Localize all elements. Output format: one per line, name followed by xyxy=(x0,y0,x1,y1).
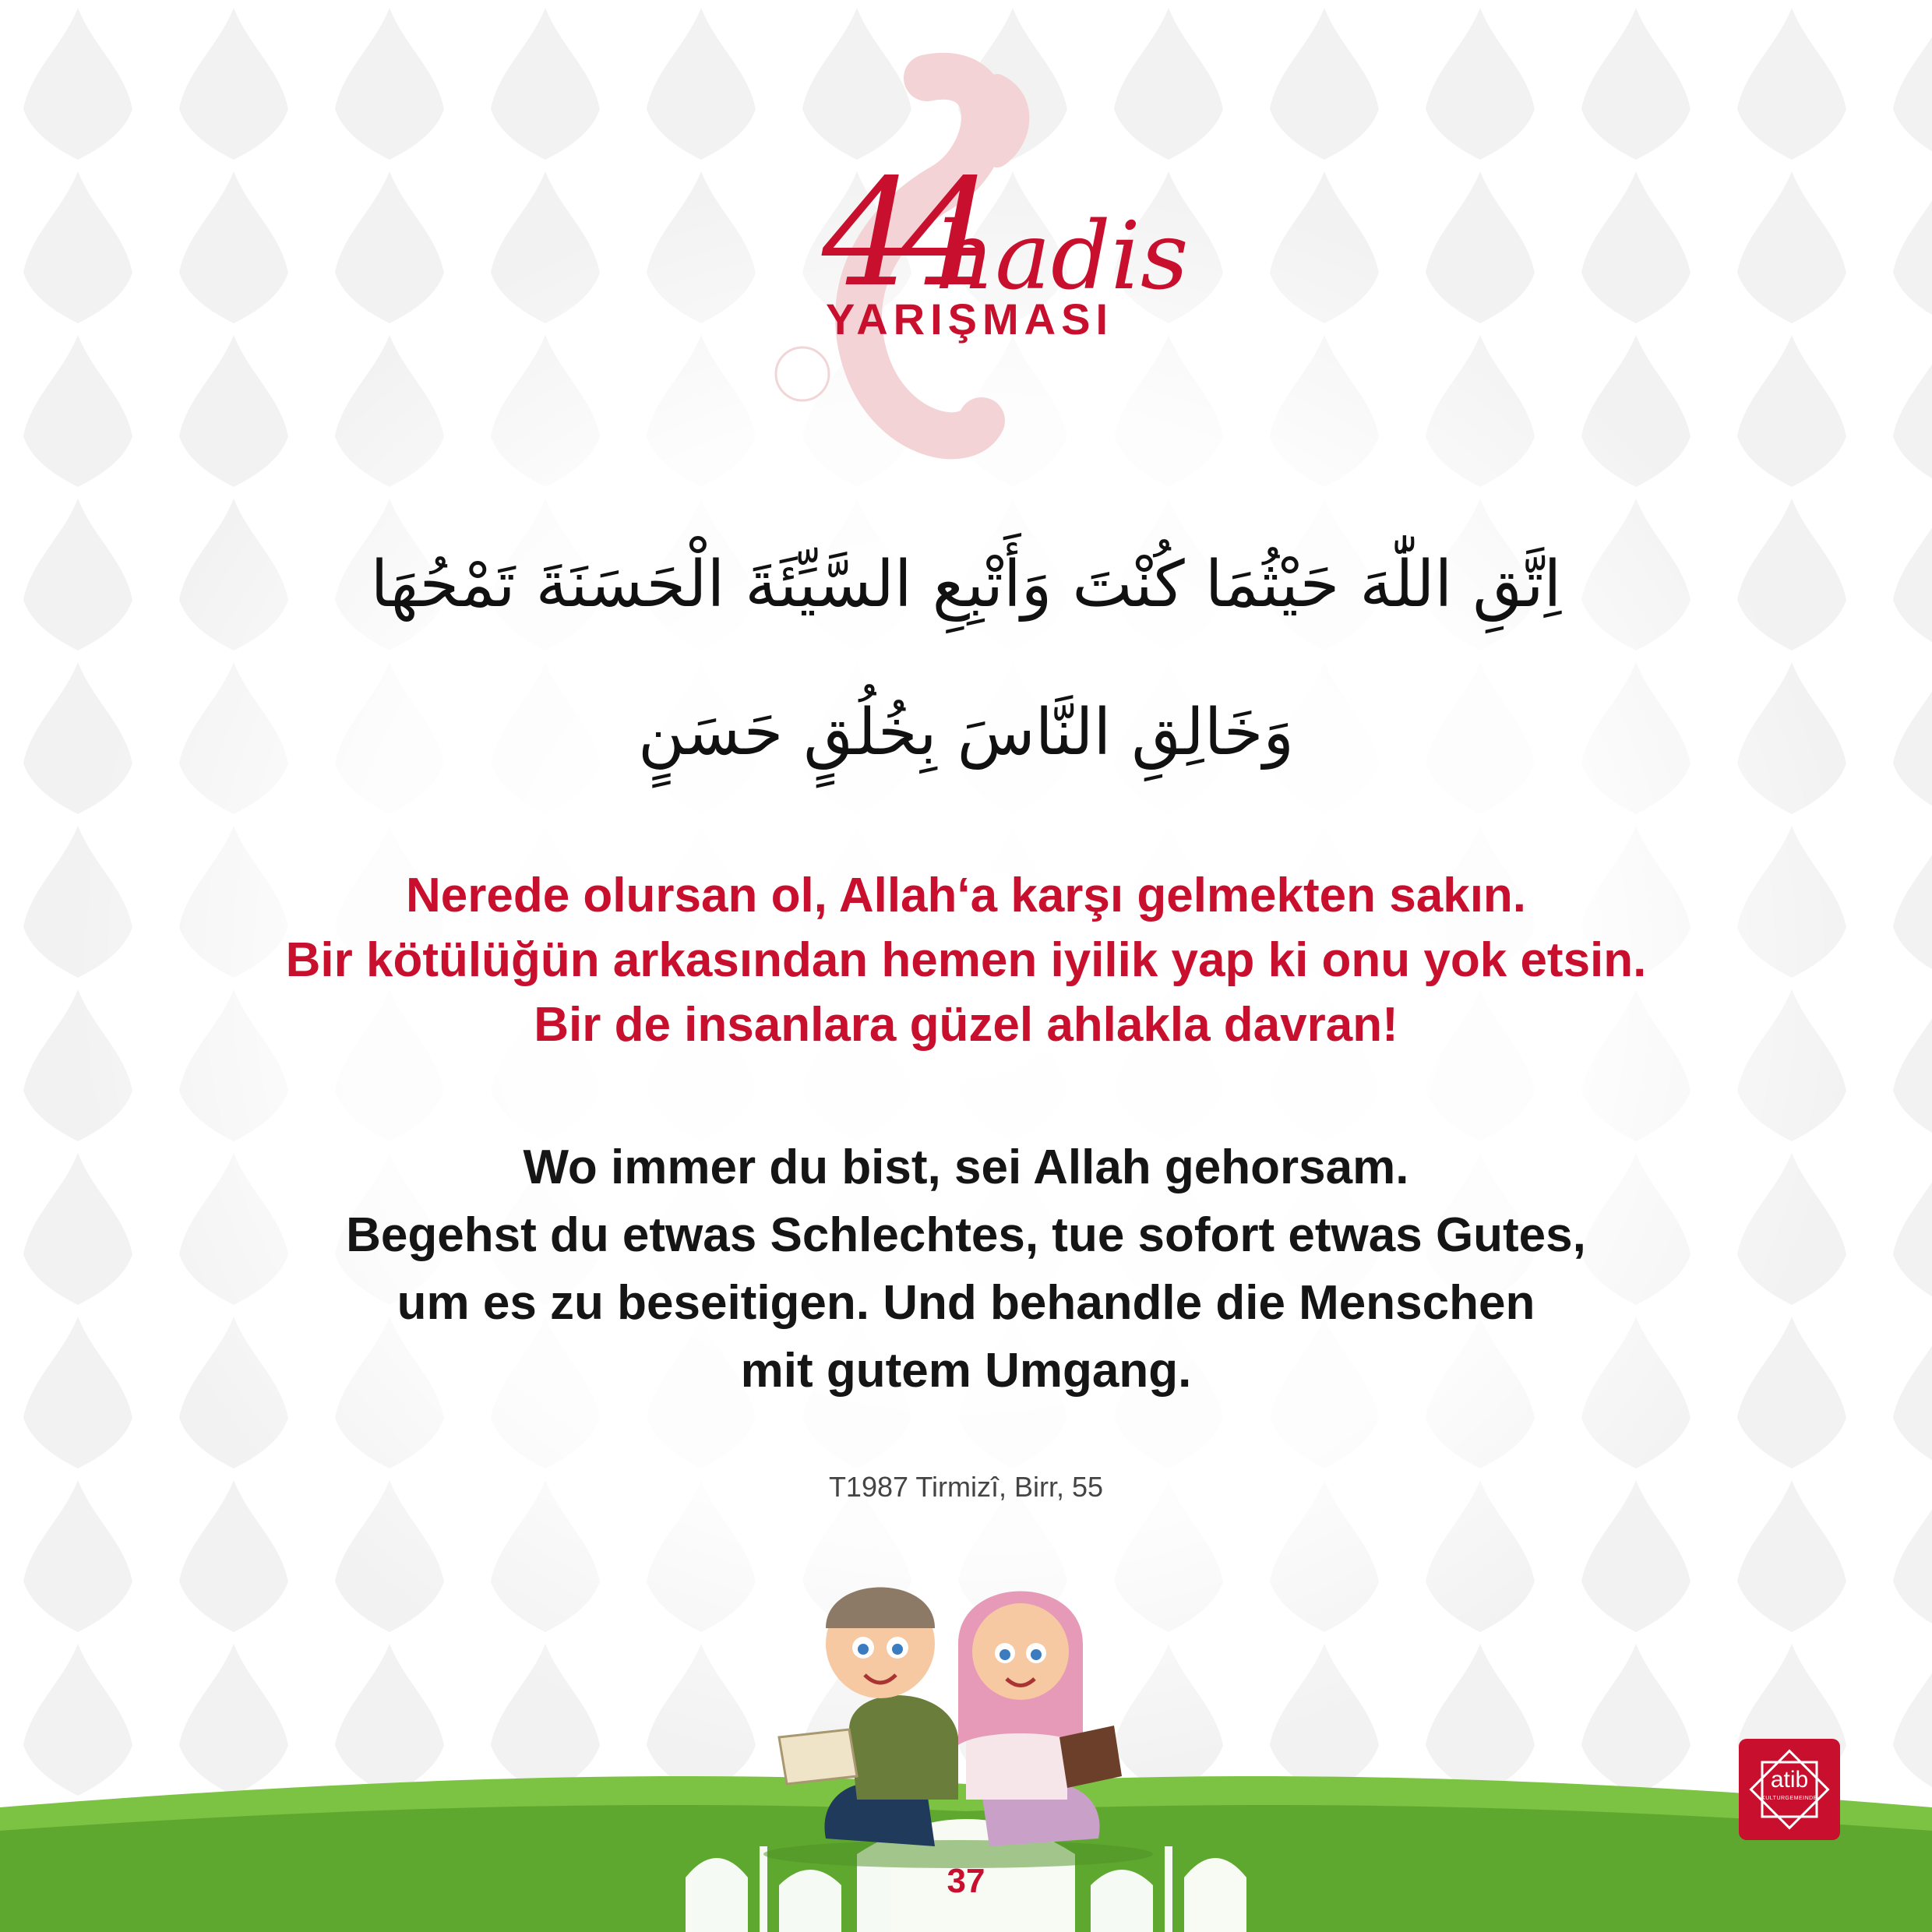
german-line: Begehst du etwas Schlechtes, tue sofort etwas Gutes, xyxy=(346,1208,1586,1262)
turkish-line: Bir de insanlara güzel ahlakla davran! xyxy=(534,998,1398,1052)
logo-number: 44 xyxy=(822,147,979,319)
turkish-line: Bir kötülüğün arkasından hemen iyilik yap ki onu yok etsin. xyxy=(285,933,1647,987)
hadith-source: T1987 Tirmizî, Birr, 55 xyxy=(828,1471,1104,1503)
german-translation xyxy=(0,1133,1932,1405)
arabic-line-2: وَخَالِقِ النَّاسَ بِخُلُقٍ حَسَنٍ xyxy=(638,696,1294,770)
german-line: um es zu beseitigen. Und behandle die Menschen xyxy=(397,1276,1535,1330)
german-line: mit gutem Umgang. xyxy=(740,1344,1192,1398)
atib-brand-tagline: KULTURGEMEINDE xyxy=(1761,1796,1817,1801)
arabic-line-1: اِتَّقِ اللّٰهَ حَيْثُمَا كُنْتَ وَأَتْبِعِ السَّيِّئَةَ الْحَسَنَةَ تَمْحُهَا xyxy=(370,548,1562,622)
german-line: Wo immer du bist, sei Allah gehorsam. xyxy=(523,1141,1409,1194)
atib-brand-name: atib xyxy=(1770,1767,1809,1793)
page-number: 37 xyxy=(947,1862,985,1900)
children-reading-illustration xyxy=(732,1542,1184,1870)
logo-word: hadis xyxy=(935,203,1189,311)
logo-subtitle: YARIŞMASI xyxy=(826,294,1114,344)
turkish-translation xyxy=(0,863,1932,1057)
turkish-line: Nerede olursan ol, Allah‘a karşı gelmekten sakın. xyxy=(405,869,1527,922)
